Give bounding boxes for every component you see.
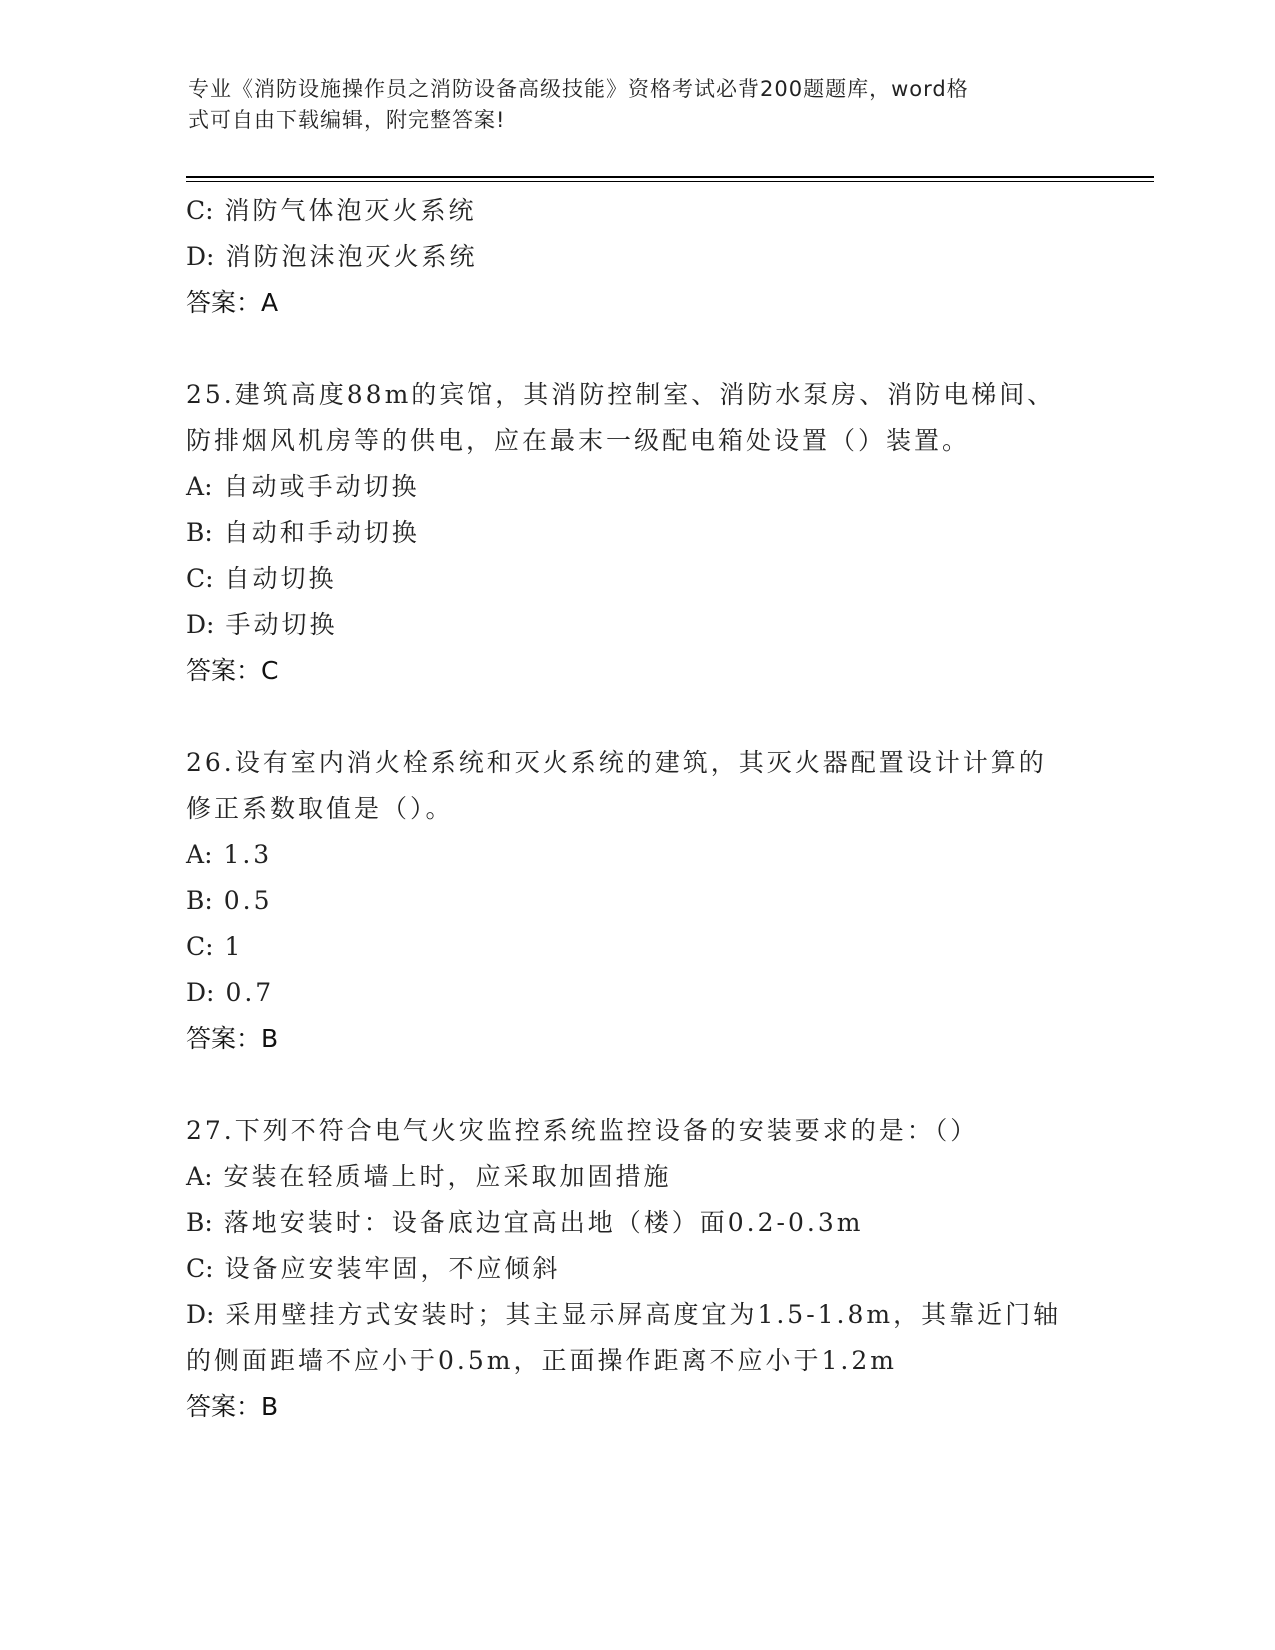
option-b: B: 0.5	[186, 886, 273, 915]
question-stem-continued: 防排烟风机房等的供电，应在最末一级配电箱处设置（）装置。	[186, 426, 971, 455]
option-a: A: 1.3	[186, 840, 273, 869]
question-27	[186, 1108, 1086, 1430]
option-d: D: 采用壁挂方式安装时；其主显示屏高度宜为1.5-1.8m，其靠近门轴	[186, 1300, 1062, 1329]
option-b: B: 自动和手动切换	[186, 518, 420, 547]
question-26	[186, 740, 1086, 1062]
question-stem: 26.设有室内消火栓系统和灭火系统的建筑，其灭火器配置设计计算的	[186, 748, 1047, 777]
option-d-continued: 的侧面距墙不应小于0.5m，正面操作距离不应小于1.2m	[186, 1346, 897, 1375]
question-24-continued	[186, 188, 1086, 326]
question-25	[186, 372, 1086, 694]
option-d: D: 0.7	[186, 978, 275, 1007]
header-line-1: 专业《消防设施操作员之消防设备高级技能》资格考试必背200题题库，word格	[188, 77, 969, 101]
option-c: C: 自动切换	[186, 564, 337, 593]
option-d: D: 手动切换	[186, 610, 338, 639]
question-stem: 25.建筑高度88m的宾馆，其消防控制室、消防水泵房、消防电梯间、	[186, 380, 1056, 409]
question-stem-continued: 修正系数取值是（）。	[186, 794, 454, 823]
option-d: D: 消防泡沫泡灭火系统	[186, 242, 478, 271]
question-list	[186, 188, 1086, 1430]
header-line-2: 式可自由下载编辑，附完整答案!	[188, 108, 506, 132]
page-header	[188, 74, 1068, 136]
option-c: C: 消防气体泡灭火系统	[186, 196, 477, 225]
option-b: B: 落地安装时：设备底边宜高出地（楼）面0.2-0.3m	[186, 1208, 864, 1237]
answer-line: 答案：B	[186, 1392, 279, 1421]
option-a: A: 自动或手动切换	[186, 472, 420, 501]
header-divider	[186, 176, 1154, 178]
answer-line: 答案：B	[186, 1024, 279, 1053]
answer-line: 答案：C	[186, 656, 279, 685]
option-a: A: 安装在轻质墙上时，应采取加固措施	[186, 1162, 672, 1191]
option-c: C: 1	[186, 932, 244, 961]
question-stem: 27.下列不符合电气火灾监控系统监控设备的安装要求的是：（）	[186, 1116, 979, 1145]
option-c: C: 设备应安装牢固，不应倾斜	[186, 1254, 561, 1283]
header-divider-thin	[186, 181, 1154, 182]
answer-line: 答案：A	[186, 288, 279, 317]
